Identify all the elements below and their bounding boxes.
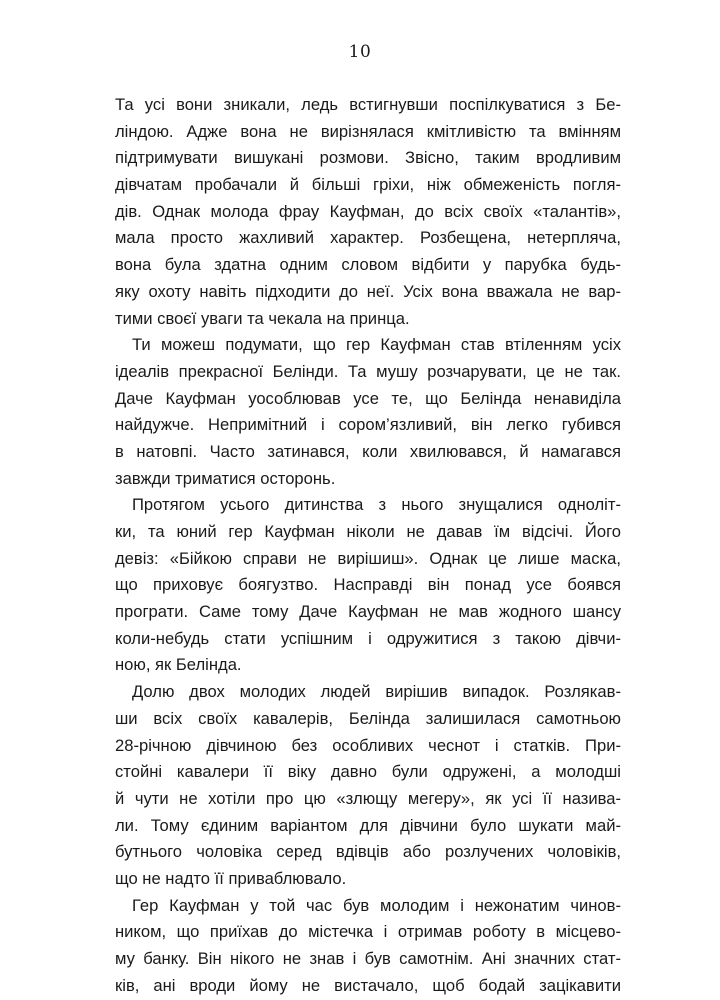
text-line: ків, ані вроди йому не вистачало, щоб бодай зацікавити xyxy=(115,975,621,995)
text-line: що не надто її приваблювало. xyxy=(115,868,347,888)
text-line: програти. Саме тому Даче Кауфман не мав жодного шансу xyxy=(115,602,621,622)
text-line: му банку. Він нікого не знав і був самотнім. Ані значних стат- xyxy=(115,949,621,968)
text-line: й чути не хотіли про цю «злющу мегеру», як усі її назива- xyxy=(115,788,621,808)
text-line: Протягом усього дитинства з нього знущалися одноліт- xyxy=(132,495,621,515)
text-line: Даче Кауфман уособлював усе те, що Белінда ненавиділа xyxy=(115,388,621,408)
text-line: Гер Кауфман у той час був молодим і нежонатим чинов- xyxy=(132,895,621,915)
text-line: 28-річною дівчиною без особливих чеснот і статків. При- xyxy=(115,735,621,755)
text-line: ною, як Белінда. xyxy=(115,655,242,675)
text-line: завжди триматися осторонь. xyxy=(115,468,336,488)
text-line: дів. Однак молода фрау Кауфман, до всіх своїх «талантів», xyxy=(115,201,621,221)
text-line: мала просто жахливий характер. Розбещена, нетерпляча, xyxy=(115,228,621,248)
body-text xyxy=(115,92,621,999)
text-line: ідеалів прекрасної Белінди. Та мушу розчарувати, це не так. xyxy=(115,361,621,381)
text-line: коли-небудь стати успішним і одружитися з такою дівчи- xyxy=(115,628,621,648)
text-line: тими своєї уваги та чекала на принца. xyxy=(115,308,410,328)
text-line: яку охоту навіть підходити до неї. Усіх вона вважала не вар- xyxy=(115,281,621,301)
page-number: 10 xyxy=(348,42,372,62)
text-line: ником, що приїхав до містечка і отримав роботу в місцево- xyxy=(115,922,621,942)
text-line: ліндою. Адже вона не вирізнялася кмітливістю та вмінням xyxy=(115,121,621,141)
text-line: стойні кавалери її віку давно були одружені, а молодші xyxy=(115,762,621,782)
text-line: девіз: «Бійкою справи не вирішиш». Однак це лише маска, xyxy=(115,548,621,568)
text-line: ли. Тому єдиним варіантом для дівчини було шукати май- xyxy=(115,815,621,835)
text-line: дівчатам пробачали й більші гріхи, ніж обмеженість погля- xyxy=(115,175,621,195)
text-line: ши всіх своїх кавалерів, Белінда залишилася самотньою xyxy=(115,708,621,728)
text-line: Долю двох молодих людей вирішив випадок. Розлякав- xyxy=(132,682,621,702)
text-line: бутнього чоловіка серед вдівців або розлучених чоловіків, xyxy=(115,842,621,862)
text-line: Та усі вони зникали, ледь встигнувши поспілкуватися з Бе- xyxy=(115,95,621,114)
text-line: підтримувати вишукані розмови. Звісно, таким вродливим xyxy=(115,148,621,168)
text-line: Ти можеш подумати, що гер Кауфман став втіленням усіх xyxy=(132,335,621,355)
text-line: в натовпі. Часто затинався, коли хвилювався, й намагався xyxy=(115,441,621,461)
text-line: найдужче. Непримітний і сором’язливий, він легко губився xyxy=(115,415,621,435)
text-line: вона була здатна одним словом відбити у парубка будь- xyxy=(115,255,621,275)
text-line: ки, та юний гер Кауфман ніколи не давав їм відсічі. Його xyxy=(115,522,621,541)
text-line: що приховує боягузтво. Насправді він понад усе боявся xyxy=(115,575,621,595)
